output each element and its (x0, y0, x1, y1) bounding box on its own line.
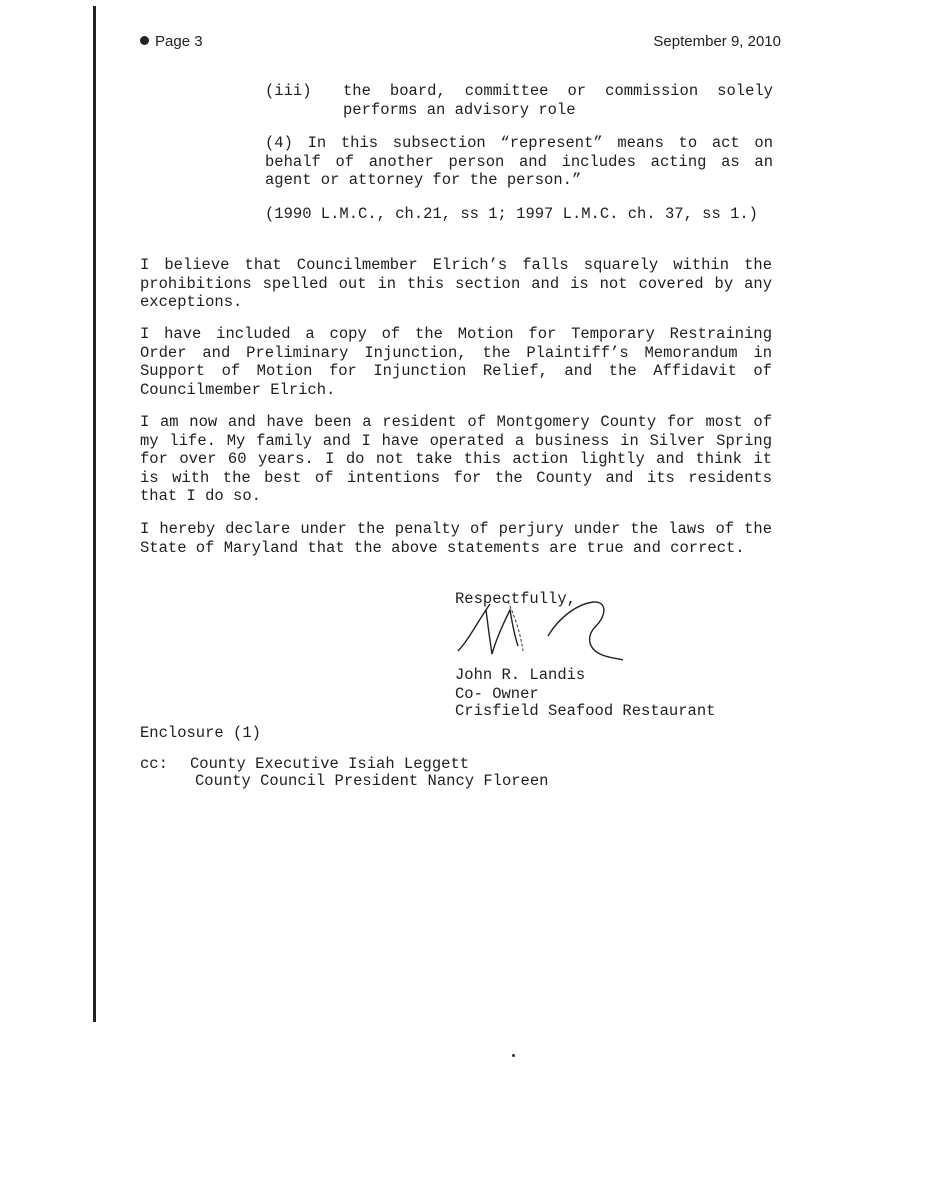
item-iii-text: the board, committee or commission solely performs an advisory role (343, 82, 773, 119)
signer-title: Co- Owner (455, 685, 539, 703)
page-number (140, 33, 203, 50)
enclosure-note: Enclosure (1) (140, 724, 261, 742)
signer-company: Crisfield Seafood Restaurant (455, 702, 716, 720)
signer-name: John R. Landis (455, 666, 586, 684)
handwritten-signature (448, 596, 633, 666)
statute-subsection-4: (4) In this subsection “represent” means to act on behalf of another person and includes acting as an agent or attorney for the person.” (265, 134, 773, 189)
scan-margin-line (93, 6, 96, 1022)
closing: Respectfully, (455, 590, 576, 608)
paragraph-included-copy: I have included a copy of the Motion for Temporary Restraining Order and Preliminary Injunction, the Plaintiff’s Memorandum in Support of Motion for Injunction Relief, and the Affidavit of Councilmember Elrich. (140, 325, 772, 399)
page-label: Page 3 (155, 33, 203, 50)
statute-citation: (1990 L.M.C., ch.21, ss 1; 1997 L.M.C. ch. 37, ss 1.) (265, 205, 758, 223)
scan-speck (512, 1054, 515, 1057)
cc-recipient: County Executive Isiah Leggett (190, 755, 470, 773)
item-iii-number: (iii) (265, 82, 312, 100)
paragraph-residency: I am now and have been a resident of Montgomery County for most of my life. My family and I have operated a business in Silver Spring for over 60 years. I do not take this action lightly and think it is with the best of intentions for the County and its residents that I do so. (140, 413, 772, 505)
cc-recipient: County Council President Nancy Floreen (195, 772, 549, 790)
header-date: September 9, 2010 (653, 33, 781, 50)
paragraph-declaration: I hereby declare under the penalty of perjury under the laws of the State of Maryland that the above statements are true and correct. (140, 520, 772, 557)
cc-label: cc: (140, 755, 168, 773)
paragraph-belief: I believe that Councilmember Elrich’s falls squarely within the prohibitions spelled out in this section and is not covered by any exceptions. (140, 256, 772, 311)
bullet-icon (140, 36, 149, 45)
